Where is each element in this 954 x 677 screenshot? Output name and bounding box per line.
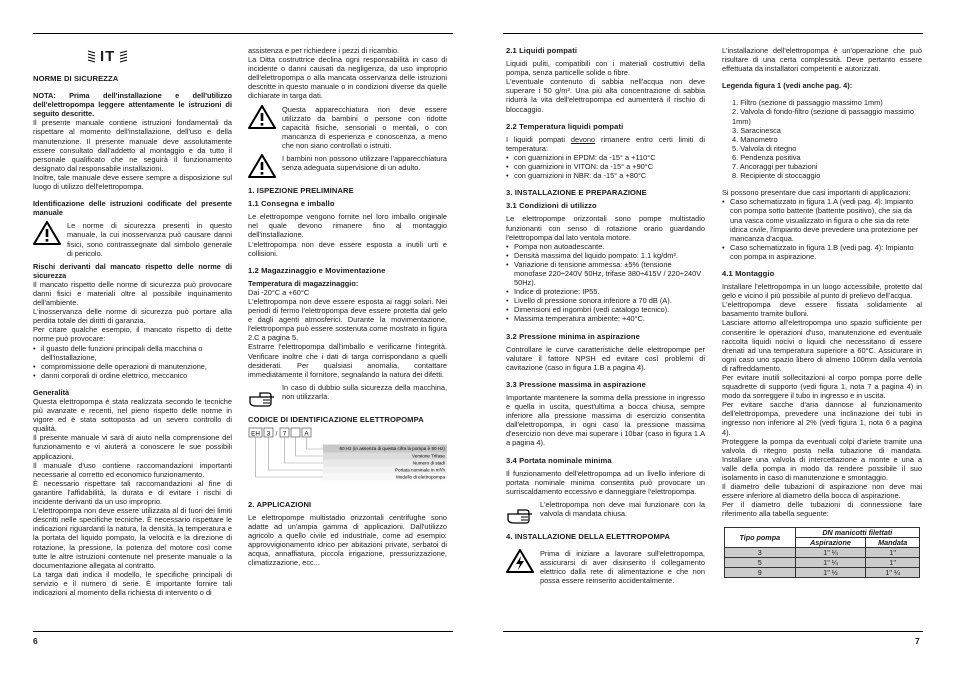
list-item: • con guarnizioni in VITON: da -15° a +90°C bbox=[514, 162, 705, 171]
pump-code-diagram bbox=[248, 426, 447, 496]
paragraph: L'eventuale contenuto di sabbia nell'acqua non deve superare i 50 g/m³. Una più alta concentrazione di sabbia ridurrà la vita dell'elettropompa ed aumenterà il rischio di bloccaggio. bbox=[506, 77, 705, 114]
table-cell: 1" bbox=[866, 547, 920, 557]
table-header-type: Tipo pompa bbox=[725, 527, 796, 547]
paragraph: Le elettropompe vengono fornite nel loro imballo originale nel quale devono rimanere fino al montaggio dell'installazione. bbox=[248, 212, 447, 240]
subsection-heading-3-3: 3.3 Pressione massima in aspirazione bbox=[506, 379, 646, 389]
info-text: L'elettropompa non deve mai funzionare con la valvola di mandata chiusa. bbox=[540, 499, 705, 519]
table-cell: 1" ¼ bbox=[795, 547, 866, 557]
warning-text: I bambini non possono utilizzare l'apparecchiatura senza adeguata supervisione di un adulto. bbox=[282, 154, 447, 173]
language-badge bbox=[87, 46, 232, 68]
paragraph: Per citare qualche esempio, il mancato rispetto di dette norme può provocare: bbox=[33, 325, 232, 344]
paragraph: Proteggere la pompa da eventuali colpi d'ariete tramite una valvola di ritegno posta nella tubazione di mandata. Installare una valvola di intercettazione a monte e una a valle della pompa in modo da rendere possibile il suo isolamento in caso di manutenzione e smontaggio. bbox=[722, 436, 922, 483]
warning-text: Questa apparecchiatura non deve essere utilizzato da bambini o persone con ridotte capacità fisiche, sensoriali o mentali, o con mancanza di esperienza e conoscenza, a meno che non siano controllati o istruiti. bbox=[282, 104, 447, 150]
code-diagram-svg bbox=[248, 426, 447, 496]
subheading-general: Generalità bbox=[33, 387, 70, 397]
paragraph: Le elettropompe multistadio orizzontali centrifughe sono adatte ad un'ampia gamma di applicazioni. Dall'utilizzo agricolo a quello civile ed industriale, come ad esempio: approvvigionamento idrico per abitazioni private, serbatoi di acqua, annaffiatura, piccola irrigazione, pressurizzazione, climatizzazione, ecc... bbox=[248, 513, 447, 568]
top-rule-right bbox=[503, 33, 923, 34]
legend-item: 2. Valvola di fondo-filtro (sezione di passaggio massimo 1mm) bbox=[732, 107, 914, 126]
subsection-heading-3-4: 3.4 Portata nominale minima bbox=[506, 455, 612, 465]
paragraph: Per evitare inutili sollecitazioni al corpo pompa porre delle squadrette di supporto (vedi figura 1, nota 7 a pagina 4) in modo da sorreggere il tubo in ingresso e in uscita. bbox=[722, 373, 922, 401]
paragraph: Il diametro delle tubazioni di aspirazione non deve mai essere inferiore al diametro della bocca di aspirazione. bbox=[722, 482, 922, 501]
paragraph: La targa dati indica il modello, le specifiche principali di servizio e il numero di serie. È importante fornire tali indicazioni al momento della richiesta di intervento o di bbox=[33, 569, 232, 597]
table-header-delivery: Mandata bbox=[866, 537, 920, 547]
hand-pointer-icon bbox=[506, 500, 534, 524]
warning-text: Le norme di sicurezza presenti in questo manuale, la cui inosservanza può causare danni fisici, sono contrassegnate dal simbolo generale di pericolo. bbox=[67, 221, 232, 258]
storage-temp-label: Temperatura di magazzinaggio: bbox=[248, 278, 359, 288]
paragraph: L'inosservanza delle norme di sicurezza può portare alla perdita totale dei diritti di garanzia. bbox=[33, 307, 232, 326]
page-number-right: 7 bbox=[915, 636, 920, 646]
bottom-rule-left bbox=[33, 631, 453, 632]
page-number-left: 6 bbox=[33, 636, 38, 646]
legend-title: Legenda figura 1 (vedi anche pag. 4): bbox=[722, 81, 853, 91]
list-item: • Massima temperatura ambiente: +40°C. bbox=[514, 314, 705, 323]
list-item: • danni corporali di ordine elettrico, meccanico bbox=[41, 371, 232, 380]
paragraph: Lasciare attorno all'elettropompa uno spazio sufficiente per consentire le operazioni d'uso, manutenzione ed eventuale raccolta liquidi nocivi o liquidi che necessitano di essere drenati ad una temperatura superiore a 60°C. Assicurare in ogni caso uno spazio libero di almeno 100mm dalla ventola di raffreddamento. bbox=[722, 318, 922, 373]
list-item: • Pompa non autoadescante. bbox=[514, 242, 705, 251]
subsection-heading-2-1: 2.1 Liquidi pompati bbox=[506, 46, 578, 55]
list-item: • Dimensioni ed ingombri (vedi catalogo tecnico). bbox=[514, 305, 705, 314]
paragraph: Il mancato rispetto delle norme di sicurezza può provocare danni fisici e materiali oltre al possibile inquinamento dell'ambiente. bbox=[33, 279, 232, 308]
list-item: • Caso schematizzato in figura 1.B (vedi pag. 4): Impianto con pompa in aspirazione. bbox=[730, 243, 922, 261]
table-header-dn: DN manicotti filettati bbox=[795, 527, 919, 537]
table-cell: 9 bbox=[725, 567, 796, 577]
subsection-heading-1-2: 1.2 Magazzinaggio e Movimentazione bbox=[248, 265, 386, 275]
code-part: 3 bbox=[266, 430, 271, 438]
table-cell: 5 bbox=[725, 557, 796, 567]
table-row bbox=[725, 547, 920, 557]
paragraph: Il presente manuale vi sarà di aiuto nella comprensione del funzionamento e vi aiuterà a conoscere le sue possibili applicazioni. bbox=[33, 433, 232, 461]
code-label: Portata nominale in m³/h bbox=[394, 467, 445, 473]
code-label: 60 Hz (in assenza di questa cifra la pompa è 50 Hz) bbox=[339, 445, 445, 451]
section-heading-1: 1. ISPEZIONE PRELIMINARE bbox=[248, 186, 354, 196]
risk-list bbox=[33, 344, 232, 380]
subheading-risks: Rischi derivanti dal mancato rispetto delle norme di sicurezza bbox=[33, 261, 232, 280]
column-1 bbox=[33, 46, 232, 597]
list-item: • il guasto delle funzioni principali della macchina o dell'installazione, bbox=[41, 344, 232, 362]
paragraph bbox=[506, 135, 705, 153]
note-bold: NOTA: Prima dell'installazione e dell'utilizzo dell'elettropompa leggere attentamente le istruzioni di seguito descritte. bbox=[33, 91, 232, 119]
warning-triangle-icon bbox=[33, 221, 61, 245]
column-3 bbox=[506, 46, 705, 585]
legend-list bbox=[722, 98, 922, 180]
cases-list bbox=[722, 197, 922, 261]
code-label: Numero di stadi bbox=[412, 460, 445, 466]
section-heading-2: 2. APPLICAZIONI bbox=[248, 499, 312, 509]
hand-pointer-icon bbox=[248, 383, 276, 407]
code-part: A bbox=[304, 430, 309, 438]
paragraph: Importante mantenere la somma della pressione in ingresso e quella in uscita, quest'ultima a bocca chiusa, sempre inferiore alla pressione massima di esercizio consentita dall'elettropompa, in ogni caso la pressione massima d'esercizio non deve mai superare i 10bar (caso in figura 1.A a pagina 4). bbox=[506, 393, 705, 448]
section-title-safety: NORME DI SICUREZZA bbox=[33, 74, 119, 83]
paragraph: La Ditta costruttrice declina ogni responsabilità in caso di incidente o danni causati da negligenza, da uso improprio dell'elettropompa o alla mancata osservanza delle istruzioni descritte in questo manuale o in condizioni diverse da quelle dichiarate in targa dati. bbox=[248, 55, 447, 101]
code-part: 7 bbox=[282, 430, 287, 438]
paragraph: Il manuale d'uso contiene raccomandazioni importanti necessarie al corretto ed economico funzionamento. bbox=[33, 460, 232, 479]
subsection-heading-3-2: 3.2 Pressione minima in aspirazione bbox=[506, 331, 640, 341]
code-part: EH bbox=[251, 430, 260, 438]
subsection-heading-3-1: 3.1 Condizioni di utilizzo bbox=[506, 201, 597, 211]
specs-list bbox=[506, 242, 705, 324]
temperature-list bbox=[506, 153, 705, 180]
column-4 bbox=[722, 46, 922, 578]
paragraph: Liquidi puliti, compatibili con i materiali costruttivi della pompa, senza particelle solide o fibre. bbox=[506, 59, 705, 78]
list-item: • Caso schematizzato in figura 1.A (vedi pag. 4): Impianto con pompa sotto battente (battente positivo), che sia da una vasca come visualizzato in figura o che sia da rete idrica civile, l'impianto deve prevedere una protezione per mancanza d'acqua. bbox=[730, 197, 922, 242]
top-rule-left bbox=[33, 33, 453, 34]
storage-temp-value: Dai -20°C a +60°C bbox=[248, 287, 310, 297]
table-cell: 1" ¼ bbox=[795, 557, 866, 567]
bottom-rule-right bbox=[503, 631, 923, 632]
list-item: • Livello di pressione sonora inferiore a 70 dB (A). bbox=[514, 296, 705, 305]
section-heading-4: 4. INSTALLAZIONE DELLA ELETTROPOMPA bbox=[506, 531, 671, 541]
legend-item: 8. Recipiente di stoccaggio bbox=[732, 171, 821, 181]
warning-block bbox=[248, 154, 447, 178]
list-item: • compromissione delle operazioni di manutenzione, bbox=[41, 362, 232, 371]
section-heading-3: 3. INSTALLAZIONE E PREPARAZIONE bbox=[506, 188, 647, 198]
column-2 bbox=[248, 46, 447, 568]
subheading-identification: Identificazione delle istruzioni codificate del presente manuale bbox=[33, 199, 232, 218]
table-header-suction: Aspirazione bbox=[795, 537, 866, 547]
deco-wave-right-icon bbox=[119, 50, 128, 64]
table-cell: 1" bbox=[866, 557, 920, 567]
paragraph: Installare l'elettropompa in un luogo accessibile, protetto dal gelo e vicino il più possibile al punto di prelievo dell'acqua. bbox=[722, 282, 922, 301]
code-part: / bbox=[275, 430, 278, 438]
table-row bbox=[725, 557, 920, 567]
paragraph: L'elettropompa non deve essere esposta a inutili urti e collisioni. bbox=[248, 239, 447, 258]
paragraph: L'elettropompa non deve essere esposta ai raggi solari. Nei periodi di fermo l'elettropompa deve essere protetta dal gelo e dagli agenti atmosferici. Durante la movimentazione, l'elettropompa può essere sostenuta come mostrato in figura 2.C a pagina 5. bbox=[248, 296, 447, 343]
warning-block bbox=[33, 221, 232, 257]
paragraph: L'elettropompa non deve essere utilizzata al di fuori dei limiti descritti nelle specifiche tecniche. È necessario rispettare le indicazioni riguardanti la natura, la densità, la temperatura e la portata del liquido pompato, la velocità e la direzione di rotazione, la pressione, la potenza del motore così come tutte le altre istruzioni contenute nel presente manuale o la documentazione allegata al contratto. bbox=[33, 506, 232, 570]
paragraph: Il presente manuale contiene istruzioni fondamentali da rispettare al momento dell'installazione, dell'uso e della manutenzione. Il presente manuale deve assolutamente essere consultato dall'addetto al montaggio e da tutto il personale qualificato che ne seguirà il funzionamento designato dal responsabile installazioni. bbox=[33, 118, 232, 173]
legend-item: 1. Filtro (sezione di passaggio massimo 1mm) bbox=[732, 98, 883, 108]
text-run: I liquidi pompati bbox=[506, 134, 571, 144]
legend-item: 5. Valvola di ritegno bbox=[732, 143, 797, 153]
subsection-heading-4-1: 4.1 Montaggio bbox=[722, 268, 775, 278]
info-block bbox=[248, 383, 447, 407]
paragraph: È necessario rispettare tali raccomandazioni al fine di garantire l'affidabilità, la durata e di evitare i rischi di incidente derivanti da un uso improprio. bbox=[33, 478, 232, 507]
code-label: Versione Trifase bbox=[412, 453, 445, 459]
paragraph: Inoltre, tale manuale deve essere sempre a disposizione sul luogo di utilizzo dell'elettropompa. bbox=[33, 172, 232, 192]
paragraph: Questa elettropompa è stata realizzata secondo le tecniche più avanzate e recenti, nel pieno rispetto delle norme in vigore ed è stata sottoposta ad un severo controllo di qualità. bbox=[33, 397, 232, 434]
warning-block bbox=[506, 549, 705, 585]
code-label: Modello di elettropompa bbox=[395, 474, 445, 480]
code-heading: CODICE DI IDENTIFICAZIONE ELETTROPOMPA bbox=[248, 414, 424, 424]
info-block bbox=[506, 500, 705, 524]
legend-item: 4. Manometro bbox=[732, 134, 778, 144]
table-cell: 1" ¼ bbox=[866, 567, 920, 577]
legend-item: 3. Saracinesca bbox=[732, 125, 781, 135]
connections-table bbox=[724, 527, 920, 578]
legend-item: 6. Pendenza positiva bbox=[732, 152, 801, 162]
info-text: In caso di dubbio sulla sicurezza della macchina, non utilizzarla. bbox=[282, 382, 447, 401]
paragraph: Controllare le curve caratteristiche delle elettropompe per valutare il fattore NPSH ed evitare così problemi di cavitazione (caso in figura 1.B a pagina 4). bbox=[506, 344, 705, 372]
warning-triangle-icon bbox=[248, 154, 276, 178]
warning-block bbox=[248, 105, 447, 150]
list-item: • con guarnizioni in EPDM: da -15° a +110°C bbox=[514, 153, 705, 162]
legend-item: 7. Ancoraggi per tubazioni bbox=[732, 162, 818, 172]
paragraph: Il funzionamento dell'elettropompa ad un livello inferiore di portata nominale minima consentita può provocare un surriscaldamento eccessivo e danneggiare l'elettropompa. bbox=[506, 468, 705, 496]
paragraph: Per il diametro delle tubazioni di connessione fare riferimento alla tabella seguente: bbox=[722, 500, 922, 519]
table-cell: 1" ½ bbox=[795, 567, 866, 577]
paragraph: L'elettropompa deve essere fissata solidamente al basamento tramite bulloni. bbox=[722, 300, 922, 319]
paragraph: Per evitare sacche d'aria dannose al funzionamento dell'elettropompa, prevedere una inclinazione dei tubi in ingresso non inferiore al 2% (vedi figura 1, nota 6 a pagina 4). bbox=[722, 400, 922, 437]
subsection-heading-1-1: 1.1 Consegna e imballo bbox=[248, 199, 335, 209]
paragraph: Si possono presentare due casi importanti di applicazioni: bbox=[722, 188, 911, 198]
deco-wave-left-icon bbox=[87, 50, 96, 64]
paragraph: L'installazione dell'elettropompa è un'operazione che può risultare di una certa complessità. Deve pertanto essere effettuata da installatori competenti e autorizzati. bbox=[722, 46, 922, 74]
list-item: • Densità massima del liquido pompato: 1.1 kg/dm³. bbox=[514, 251, 705, 260]
subsection-heading-2-2: 2.2 Temperatura liquidi pompati bbox=[506, 121, 624, 131]
list-item: • Variazione di tensione ammessa: ±5% (tensione monofase 220÷240V 50Hz, trifase 380÷415V / 220÷240V 50Hz). bbox=[514, 260, 705, 287]
text-run: rimanere entro certi limiti di temperatura: bbox=[506, 134, 705, 153]
warning-text: Prima di iniziare a lavorare sull'elettropompa, assicurarsi di aver disinserito il collegamento elettrico dalla rete di alimentazione e che non possa essere reinserito accidentalmente. bbox=[540, 549, 705, 586]
list-item: • con guarnizioni in NBR: da -15° a +80°C bbox=[514, 171, 705, 180]
paragraph: Estrarre l'elettropompa dall'imballo e verificarne l'integrità. Verificare inoltre che i dati di targa corrispondano a quelli desiderati. Per qualsiasi anomalia, contattare immediatamente il fornitore, segnalando la natura dei difetti. bbox=[248, 342, 447, 379]
electric-hazard-icon bbox=[506, 549, 534, 573]
table-row bbox=[725, 567, 920, 577]
paragraph: Le elettropompe orizzontali sono pompe multistadio funzionanti con senso di rotazione orario guardando l'elettropompa dal lato ventola motore. bbox=[506, 214, 705, 242]
list-item: • Indice di protezione: IP55. bbox=[514, 287, 705, 296]
paragraph: assistenza e per richiedere i pezzi di ricambio. bbox=[248, 46, 400, 55]
warning-triangle-icon bbox=[248, 105, 276, 129]
table-cell: 3 bbox=[725, 547, 796, 557]
language-code: IT bbox=[100, 48, 116, 66]
text-run-underlined: devono bbox=[570, 134, 596, 144]
